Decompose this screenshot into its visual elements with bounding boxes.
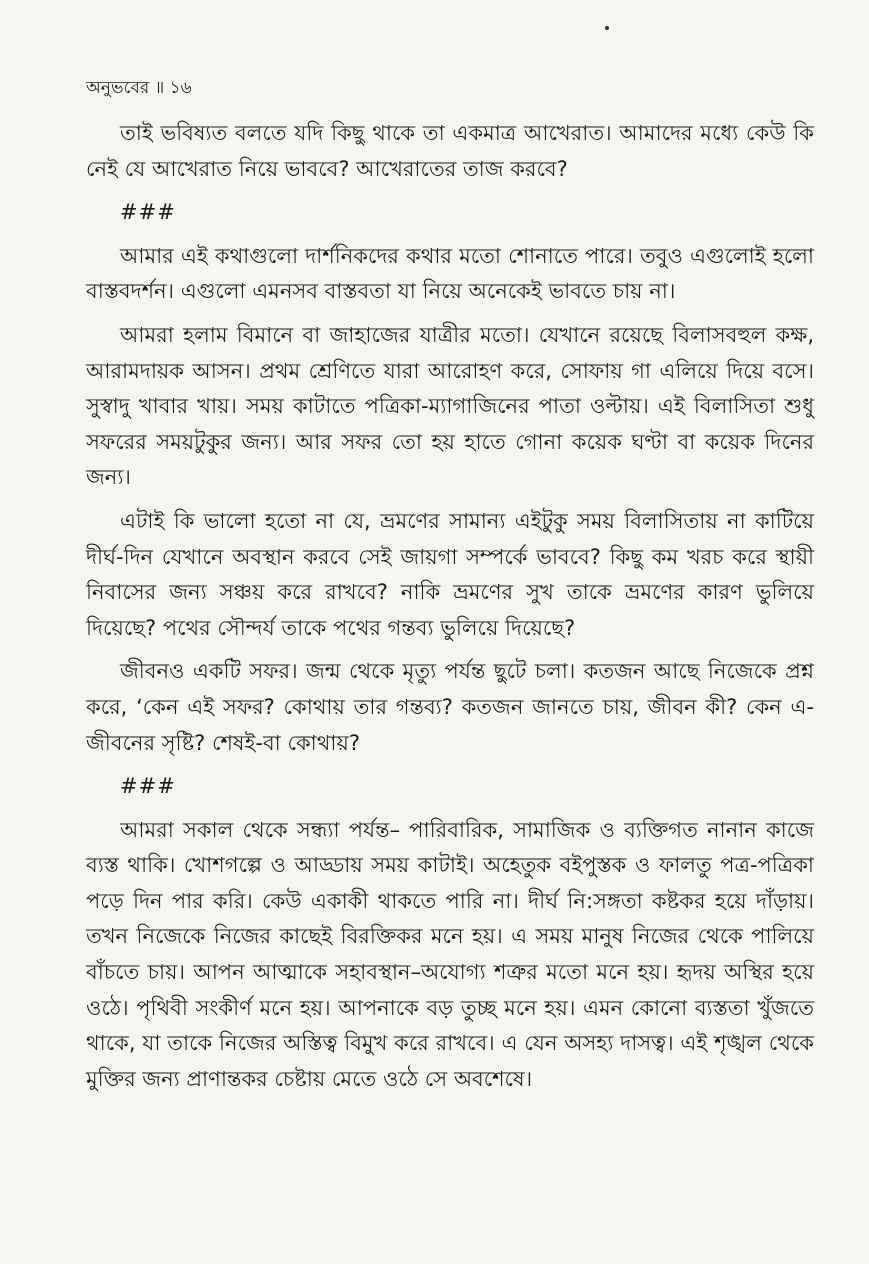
paragraph-6: আমরা সকাল থেকে সন্ধ্যা পর্যন্ত– পারিবারিক, সামাজিক ও ব্যক্তিগত নানান কাজে ব্যস্ত থাকি। খোশগল্পে ও আড্ডায় সময় কাটাই। অহেতুক বইপুস্তক ও ফালতু পত্র-পত্রিকা পড়ে দিন পার করি। কেউ একাকী থাকতে পারি না। দীর্ঘ নি:সঙ্গতা কষ্টকর হয়ে দাঁড়ায়। তখন নিজেকে নিজের কাছেই বিরক্তিকর মনে হয়। এ সময় মানুষ নিজের থেকে পালিয়ে বাঁচতে চায়। আপন আত্মাকে সহাবস্থান–অযোগ্য শত্রুর মতো মনে হয়। হৃদয় অস্থির হয়ে ওঠে। পৃথিবী সংকীর্ণ মনে হয়। আপনাকে বড় তুচ্ছ মনে হয়। এমন কোনো ব্যস্ততা খুঁজতে থাকে, যা তাকে নিজের অস্তিত্ব বিমুখ করে রাখবে। এ যেন অসহ্য দাসত্ব। এই শৃঙ্খল থেকে মুক্তির জন্য প্রাণান্তকর চেষ্টায় মেতে ওঠে সে অবশেষে।	[86, 817, 814, 1091]
section-separator-1: ###	[120, 200, 176, 225]
paragraph-4: এটাই কি ভালো হতো না যে, ভ্রমণের সামান্য এইটুকু সময় বিলাসিতায় না কাটিয়ে দীর্ঘ-দিন যেখানে অবস্থান করবে সেই জায়গা সম্পর্কে ভাববে? কিছু কম খরচ করে স্থায়ী নিবাসের জন্য সঞ্চয় করে রাখবে? নাকি ভ্রমণের সুখ তাকে ভ্রমণের কারণ ভুলিয়ে দিয়েছে? পথের সৌন্দর্য তাকে পথের গন্তব্য ভুলিয়ে দিয়েছে?	[86, 508, 814, 640]
paragraph-1: তাই ভবিষ্যত বলতে যদি কিছু থাকে তা একমাত্র আখেরাত। আমাদের মধ্যে কেউ কি নেই যে আখেরাত নিয়ে ভাববে? আখেরাতের তাজ করবে?	[86, 121, 814, 181]
paragraph-5: জীবনও একটি সফর। জন্ম থেকে মৃত্যু পর্যন্ত ছুটে চলা। কতজন আছে নিজেকে প্রশ্ন করে, ‘কেন এই সফর? কোথায় তার গন্তব্য? কতজন জানতে চায়, জীবন কী? কেন এ-জীবনের সৃষ্টি? শেষই-বা কোথায়?	[86, 659, 814, 755]
paragraph-3: আমরা হলাম বিমানে বা জাহাজের যাত্রীর মতো। যেখানে রয়েছে বিলাসবহুল কক্ষ, আরামদায়ক আসন। প্রথম শ্রেণিতে যারা আরোহণ করে, সোফায় গা এলিয়ে দিয়ে বসে। সুস্বাদু খাবার খায়। সময় কাটাতে পত্রিকা-ম্যাগাজিনের পাতা ওল্টায়। এই বিলাসিতা শুধু সফরের সময়টুকুর জন্য। আর সফর তো হয় হাতে গোনা কয়েক ঘণ্টা বা কয়েক দিনের জন্য।	[86, 322, 814, 490]
running-header: অনুভবের ॥ ১৬	[86, 78, 192, 98]
page-body	[86, 116, 814, 1105]
section-separator-2: ###	[120, 774, 176, 799]
print-speck	[605, 26, 609, 30]
paragraph-2: আমার এই কথাগুলো দার্শনিকদের কথার মতো শোনাতে পারে। তবুও এগুলোই হলো বাস্তবদর্শন। এগুলো এমনসব বাস্তবতা যা নিয়ে অনেকেই ভাবতে চায় না।	[86, 243, 814, 304]
